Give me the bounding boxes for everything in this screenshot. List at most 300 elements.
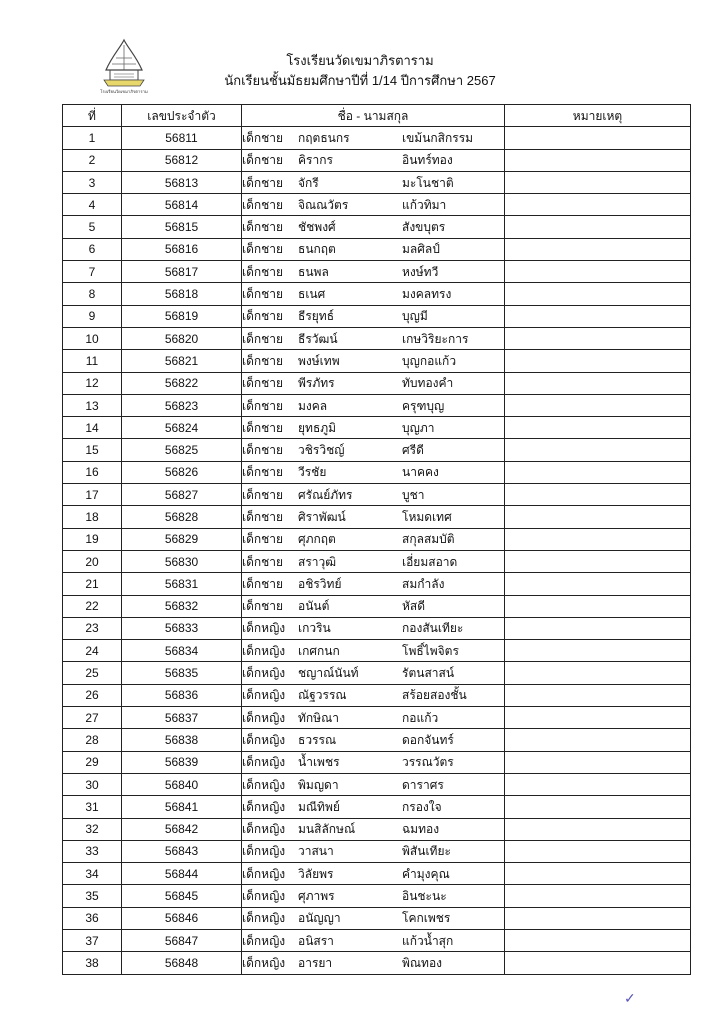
last-name: สังขบุตร <box>402 220 446 235</box>
last-name: คำมุงคุณ <box>402 866 450 881</box>
name-prefix: เด็กชาย <box>242 487 284 502</box>
first-name: ศิราพัฒน์ <box>298 509 346 524</box>
name-prefix: เด็กชาย <box>242 420 284 435</box>
cell-student-id: 56839 <box>122 751 242 773</box>
name-prefix: เด็กชาย <box>242 220 284 235</box>
name-prefix: เด็กหญิง <box>242 643 286 658</box>
first-name: ชัชพงศ์ <box>298 220 336 235</box>
first-name: พีรภัทร <box>298 376 335 391</box>
last-name: มลศิลป์ <box>402 242 440 257</box>
name-prefix: เด็กหญิง <box>242 955 286 970</box>
cell-student-id: 56820 <box>122 327 242 349</box>
table-row <box>63 439 691 461</box>
first-name: มงคล <box>298 398 328 413</box>
last-name: สกุลสมบัติ <box>402 532 455 547</box>
cell-remark <box>505 796 691 818</box>
last-name: ฉมทอง <box>402 822 440 837</box>
first-name: ธีรยุทธ์ <box>298 309 335 324</box>
cell-no: 35 <box>63 885 122 907</box>
last-name: กองสันเทียะ <box>402 621 464 636</box>
last-name: ดาราศร <box>402 777 444 792</box>
cell-student-id: 56848 <box>122 952 242 974</box>
cell-no: 11 <box>63 350 122 372</box>
column-header-remark: หมายเหตุ <box>505 105 691 127</box>
name-prefix: เด็กหญิง <box>242 777 286 792</box>
cell-student-id: 56843 <box>122 840 242 862</box>
cell-remark <box>505 394 691 416</box>
first-name: วชิรวิชญ์ <box>298 443 345 458</box>
name-prefix: เด็กหญิง <box>242 844 286 859</box>
last-name: บุญภา <box>402 420 435 435</box>
name-prefix: เด็กชาย <box>242 465 284 480</box>
table-row <box>63 595 691 617</box>
cell-remark <box>505 595 691 617</box>
first-name: อารยา <box>298 955 333 970</box>
cell-remark <box>505 506 691 528</box>
cell-student-id: 56846 <box>122 907 242 929</box>
name-prefix: เด็กชาย <box>242 599 284 614</box>
last-name: โหมดเทศ <box>402 509 452 524</box>
last-name: บุญกอแก้ว <box>402 353 457 368</box>
cell-student-id: 56822 <box>122 372 242 394</box>
name-prefix: เด็กหญิง <box>242 688 286 703</box>
last-name: สร้อยสองชั้น <box>402 688 467 703</box>
school-name: โรงเรียนวัดเขมาภิรตาราม <box>286 53 434 68</box>
cell-student-id: 56816 <box>122 238 242 260</box>
last-name: โพธิ์ไพจิตร <box>402 643 459 658</box>
table-row <box>63 863 691 885</box>
student-roster-table <box>62 104 691 975</box>
first-name: จักรี <box>298 175 319 190</box>
cell-name <box>242 194 505 216</box>
cell-no: 7 <box>63 261 122 283</box>
last-name: ศรีดี <box>402 443 424 458</box>
cell-name <box>242 149 505 171</box>
cell-student-id: 56826 <box>122 461 242 483</box>
name-prefix: เด็กชาย <box>242 130 284 145</box>
name-prefix: เด็กหญิง <box>242 822 286 837</box>
cell-student-id: 56832 <box>122 595 242 617</box>
first-name: ธเนศ <box>298 287 326 302</box>
last-name: รัตนสาสน์ <box>402 666 455 681</box>
cell-remark <box>505 929 691 951</box>
first-name: พิมญดา <box>298 777 339 792</box>
table-row <box>63 394 691 416</box>
last-name: กรองใจ <box>402 799 442 814</box>
name-prefix: เด็กชาย <box>242 287 284 302</box>
cell-remark <box>505 840 691 862</box>
name-prefix: เด็กชาย <box>242 197 284 212</box>
first-name: ธวรรณ <box>298 732 337 747</box>
last-name: นาคคง <box>402 465 439 480</box>
table-row <box>63 729 691 751</box>
first-name: อชิรวิทย์ <box>298 576 342 591</box>
name-prefix: เด็กหญิง <box>242 933 286 948</box>
table-row <box>63 261 691 283</box>
cell-no: 23 <box>63 617 122 639</box>
last-name: แก้วน้ำสุก <box>402 933 454 948</box>
cell-name <box>242 372 505 394</box>
cell-no: 22 <box>63 595 122 617</box>
cell-name <box>242 484 505 506</box>
cell-remark <box>505 461 691 483</box>
cell-student-id: 56837 <box>122 707 242 729</box>
cell-remark <box>505 818 691 840</box>
column-header-name: ชื่อ - นามสกุล <box>242 105 505 127</box>
cell-name <box>242 818 505 840</box>
cell-name <box>242 684 505 706</box>
cell-name <box>242 885 505 907</box>
name-prefix: เด็กหญิง <box>242 621 286 636</box>
table-row <box>63 372 691 394</box>
cell-name <box>242 216 505 238</box>
table-row <box>63 171 691 193</box>
cell-student-id: 56838 <box>122 729 242 751</box>
cell-remark <box>505 640 691 662</box>
table-row <box>63 684 691 706</box>
cell-name <box>242 171 505 193</box>
cell-student-id: 56847 <box>122 929 242 951</box>
cell-no: 19 <box>63 528 122 550</box>
cell-no: 16 <box>63 461 122 483</box>
cell-name <box>242 617 505 639</box>
cell-student-id: 56829 <box>122 528 242 550</box>
cell-remark <box>505 327 691 349</box>
cell-remark <box>505 417 691 439</box>
name-prefix: เด็กชาย <box>242 331 284 346</box>
last-name: พิณทอง <box>402 955 443 970</box>
last-name: บุญมี <box>402 309 428 324</box>
cell-name <box>242 863 505 885</box>
cell-name <box>242 662 505 684</box>
cell-no: 9 <box>63 305 122 327</box>
cell-no: 5 <box>63 216 122 238</box>
table-row <box>63 550 691 572</box>
last-name: พิสันเทียะ <box>402 844 451 859</box>
cell-name <box>242 907 505 929</box>
first-name: มณีทิพย์ <box>298 799 340 814</box>
cell-name <box>242 840 505 862</box>
table-row <box>63 907 691 929</box>
cell-remark <box>505 751 691 773</box>
cell-student-id: 56819 <box>122 305 242 327</box>
last-name: แก้วทิมา <box>402 197 447 212</box>
table-header-row <box>63 105 691 127</box>
table-row <box>63 528 691 550</box>
cell-remark <box>505 952 691 974</box>
cell-no: 1 <box>63 127 122 149</box>
cell-student-id: 56830 <box>122 550 242 572</box>
cell-remark <box>505 305 691 327</box>
cell-remark <box>505 573 691 595</box>
cell-remark <box>505 127 691 149</box>
table-row <box>63 796 691 818</box>
name-prefix: เด็กชาย <box>242 153 284 168</box>
table-row <box>63 350 691 372</box>
cell-remark <box>505 171 691 193</box>
cell-student-id: 56833 <box>122 617 242 639</box>
table-row <box>63 840 691 862</box>
first-name: เกศกนก <box>298 643 340 658</box>
cell-remark <box>505 238 691 260</box>
last-name: เอี่ยมสอาด <box>402 554 458 569</box>
cell-no: 37 <box>63 929 122 951</box>
cell-student-id: 56825 <box>122 439 242 461</box>
table-row <box>63 506 691 528</box>
name-prefix: เด็กชาย <box>242 175 284 190</box>
cell-no: 4 <box>63 194 122 216</box>
cell-student-id: 56841 <box>122 796 242 818</box>
cell-remark <box>505 707 691 729</box>
last-name: อินชะนะ <box>402 889 447 904</box>
cell-remark <box>505 484 691 506</box>
check-mark: ✓ <box>624 990 636 1006</box>
table-row <box>63 149 691 171</box>
first-name: วิลัยพร <box>298 866 334 881</box>
cell-name <box>242 439 505 461</box>
table-row <box>63 327 691 349</box>
last-name: หัสดี <box>402 599 426 614</box>
cell-remark <box>505 528 691 550</box>
cell-no: 18 <box>63 506 122 528</box>
cell-no: 13 <box>63 394 122 416</box>
cell-student-id: 56823 <box>122 394 242 416</box>
cell-remark <box>505 194 691 216</box>
first-name: ธนกฤต <box>298 242 336 257</box>
name-prefix: เด็กหญิง <box>242 799 286 814</box>
first-name: เกวริน <box>298 621 331 636</box>
first-name: คิรากร <box>298 153 333 168</box>
first-name: ณัฐวรรณ <box>298 688 347 703</box>
table-row <box>63 484 691 506</box>
last-name: วรรณวัตร <box>402 755 454 770</box>
table-row <box>63 640 691 662</box>
cell-no: 33 <box>63 840 122 862</box>
cell-student-id: 56842 <box>122 818 242 840</box>
name-prefix: เด็กชาย <box>242 264 284 279</box>
cell-remark <box>505 149 691 171</box>
name-prefix: เด็กชาย <box>242 576 284 591</box>
cell-name <box>242 528 505 550</box>
cell-student-id: 56821 <box>122 350 242 372</box>
cell-no: 6 <box>63 238 122 260</box>
cell-no: 34 <box>63 863 122 885</box>
table-row <box>63 617 691 639</box>
cell-student-id: 56812 <box>122 149 242 171</box>
cell-student-id: 56827 <box>122 484 242 506</box>
cell-student-id: 56834 <box>122 640 242 662</box>
cell-remark <box>505 729 691 751</box>
cell-no: 29 <box>63 751 122 773</box>
last-name: อินทร์ทอง <box>402 153 453 168</box>
cell-no: 24 <box>63 640 122 662</box>
first-name: ชญาณ์นันท์ <box>298 666 359 681</box>
first-name: อนัญญา <box>298 911 341 926</box>
table-row <box>63 662 691 684</box>
table-row <box>63 952 691 974</box>
table-row <box>63 238 691 260</box>
cell-student-id: 56817 <box>122 261 242 283</box>
cell-no: 15 <box>63 439 122 461</box>
name-prefix: เด็กหญิง <box>242 732 286 747</box>
roster-body <box>63 127 691 974</box>
cell-name <box>242 238 505 260</box>
table-row <box>63 283 691 305</box>
cell-remark <box>505 283 691 305</box>
cell-no: 38 <box>63 952 122 974</box>
cell-student-id: 56814 <box>122 194 242 216</box>
cell-no: 31 <box>63 796 122 818</box>
name-prefix: เด็กชาย <box>242 532 284 547</box>
first-name: อนันต์ <box>298 599 330 614</box>
name-prefix: เด็กหญิง <box>242 755 286 770</box>
cell-student-id: 56811 <box>122 127 242 149</box>
name-prefix: เด็กชาย <box>242 353 284 368</box>
cell-no: 30 <box>63 773 122 795</box>
cell-remark <box>505 662 691 684</box>
cell-no: 12 <box>63 372 122 394</box>
first-name: ทักษิณา <box>298 710 339 725</box>
cell-no: 3 <box>63 171 122 193</box>
table-row <box>63 216 691 238</box>
last-name: มงคลทรง <box>402 287 452 302</box>
cell-student-id: 56836 <box>122 684 242 706</box>
name-prefix: เด็กชาย <box>242 309 284 324</box>
cell-remark <box>505 773 691 795</box>
cell-no: 32 <box>63 818 122 840</box>
cell-remark <box>505 617 691 639</box>
last-name: ทับทองคำ <box>402 376 454 391</box>
first-name: ธนพล <box>298 264 329 279</box>
cell-name <box>242 305 505 327</box>
first-name: ศุภกฤต <box>298 532 336 547</box>
cell-student-id: 56813 <box>122 171 242 193</box>
cell-name <box>242 350 505 372</box>
table-row <box>63 773 691 795</box>
cell-no: 28 <box>63 729 122 751</box>
first-name: สราวุฒิ <box>298 554 337 569</box>
last-name: มะโนชาติ <box>402 175 454 190</box>
name-prefix: เด็กหญิง <box>242 889 286 904</box>
cell-no: 27 <box>63 707 122 729</box>
first-name: ยุทธภูมิ <box>298 420 337 435</box>
name-prefix: เด็กชาย <box>242 509 284 524</box>
table-row <box>63 461 691 483</box>
first-name: กฤตธนกร <box>298 130 350 145</box>
column-header-student-id: เลขประจำตัว <box>122 105 242 127</box>
first-name: ศรัณย์ภัทร <box>298 487 353 502</box>
cell-student-id: 56844 <box>122 863 242 885</box>
cell-student-id: 56840 <box>122 773 242 795</box>
cell-no: 10 <box>63 327 122 349</box>
cell-name <box>242 640 505 662</box>
first-name: ธีรวัฒน์ <box>298 331 338 346</box>
last-name: บูชา <box>402 487 425 502</box>
table-row <box>63 194 691 216</box>
last-name: หงษ์ทวี <box>402 264 439 279</box>
school-emblem-logo <box>94 36 154 96</box>
cell-remark <box>505 350 691 372</box>
cell-student-id: 56845 <box>122 885 242 907</box>
name-prefix: เด็กชาย <box>242 376 284 391</box>
cell-no: 2 <box>63 149 122 171</box>
name-prefix: เด็กหญิง <box>242 666 286 681</box>
first-name: จิณณวัตร <box>298 197 349 212</box>
cell-name <box>242 550 505 572</box>
cell-remark <box>505 550 691 572</box>
last-name: กอแก้ว <box>402 710 439 725</box>
cell-name <box>242 773 505 795</box>
cell-name <box>242 751 505 773</box>
cell-name <box>242 461 505 483</box>
name-prefix: เด็กหญิง <box>242 710 286 725</box>
cell-remark <box>505 372 691 394</box>
cell-student-id: 56818 <box>122 283 242 305</box>
cell-remark <box>505 216 691 238</box>
cell-no: 8 <box>63 283 122 305</box>
table-row <box>63 573 691 595</box>
first-name: ศุภาพร <box>298 889 335 904</box>
name-prefix: เด็กชาย <box>242 242 284 257</box>
table-row <box>63 127 691 149</box>
cell-student-id: 56835 <box>122 662 242 684</box>
cell-name <box>242 796 505 818</box>
cell-no: 20 <box>63 550 122 572</box>
first-name: วาสนา <box>298 844 334 859</box>
cell-name <box>242 573 505 595</box>
column-header-no: ที่ <box>63 105 122 127</box>
cell-no: 21 <box>63 573 122 595</box>
cell-remark <box>505 684 691 706</box>
cell-student-id: 56831 <box>122 573 242 595</box>
first-name: วีรชัย <box>298 465 327 480</box>
cell-name <box>242 595 505 617</box>
last-name: โคกเพชร <box>402 911 451 926</box>
cell-student-id: 56828 <box>122 506 242 528</box>
table-row <box>63 885 691 907</box>
cell-name <box>242 952 505 974</box>
name-prefix: เด็กชาย <box>242 443 284 458</box>
last-name: เขม้นกสิกรรม <box>402 130 474 145</box>
cell-name <box>242 929 505 951</box>
cell-no: 17 <box>63 484 122 506</box>
last-name: ครุฑบุญ <box>402 398 445 413</box>
cell-remark <box>505 439 691 461</box>
cell-name <box>242 283 505 305</box>
last-name: สมกำลัง <box>402 576 445 591</box>
cell-no: 26 <box>63 684 122 706</box>
name-prefix: เด็กชาย <box>242 554 284 569</box>
table-row <box>63 707 691 729</box>
cell-name <box>242 417 505 439</box>
name-prefix: เด็กหญิง <box>242 911 286 926</box>
last-name: เกษวิริยะการ <box>402 331 469 346</box>
cell-name <box>242 707 505 729</box>
cell-name <box>242 394 505 416</box>
first-name: น้ำเพชร <box>298 755 340 770</box>
logo-caption: โรงเรียนวัดเขมาภิรตาราม <box>100 89 148 94</box>
cell-remark <box>505 885 691 907</box>
table-row <box>63 417 691 439</box>
cell-name <box>242 327 505 349</box>
cell-remark <box>505 261 691 283</box>
name-prefix: เด็กหญิง <box>242 866 286 881</box>
cell-student-id: 56815 <box>122 216 242 238</box>
cell-name <box>242 261 505 283</box>
class-title: นักเรียนชั้นมัธยมศึกษาปีที่ 1/14 ปีการศึกษา 2567 <box>224 73 496 88</box>
name-prefix: เด็กชาย <box>242 398 284 413</box>
last-name: ดอกจันทร์ <box>402 732 454 747</box>
